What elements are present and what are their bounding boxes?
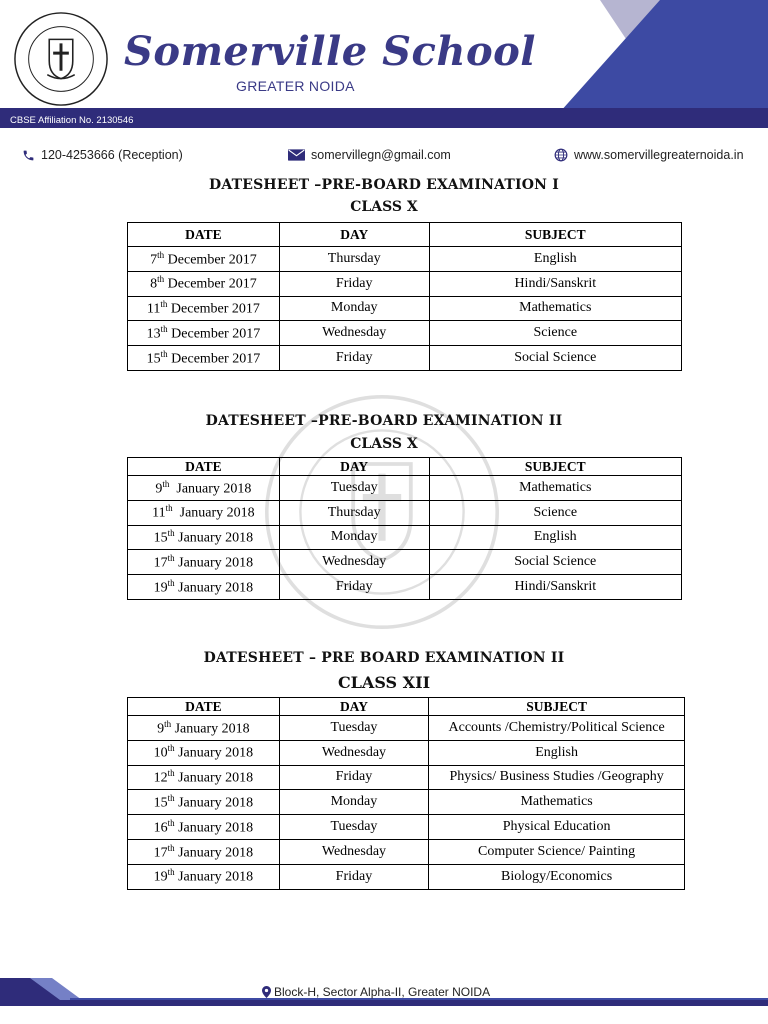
day-cell: Friday xyxy=(279,765,429,790)
day-cell: Monday xyxy=(279,525,429,550)
column-header: SUBJECT xyxy=(429,458,681,476)
datesheet-table-2 xyxy=(127,457,682,600)
location-pin-icon xyxy=(262,986,271,998)
table-row xyxy=(128,575,682,600)
date-day-number: 8 xyxy=(150,277,158,293)
date-month-year: December 2017 xyxy=(167,301,260,317)
date-suffix: th xyxy=(167,528,175,539)
date-cell xyxy=(128,575,280,600)
date-day-number: 15 xyxy=(153,530,168,546)
subject-cell: Mathematics xyxy=(429,790,685,815)
date-suffix: th xyxy=(167,867,175,878)
date-month-year: January 2018 xyxy=(174,870,254,885)
column-header: DAY xyxy=(279,223,429,247)
date-suffix: th xyxy=(167,817,175,828)
table-row xyxy=(128,740,685,765)
phone-contact xyxy=(22,148,183,162)
date-month-year: January 2018 xyxy=(169,481,252,497)
date-day-number: 12 xyxy=(153,770,168,786)
day-cell: Wednesday xyxy=(279,740,429,765)
date-cell xyxy=(128,864,280,889)
date-month-year: January 2018 xyxy=(174,580,254,596)
address-text: Block-H, Sector Alpha-II, Greater NOIDA xyxy=(274,985,491,999)
day-cell: Friday xyxy=(279,271,429,296)
section-1-class: CLASS X xyxy=(350,199,418,215)
table-row xyxy=(128,346,682,371)
table-row xyxy=(128,525,682,550)
date-month-year: December 2017 xyxy=(164,252,257,268)
phone-icon xyxy=(22,149,35,162)
day-cell: Tuesday xyxy=(279,716,429,741)
day-cell: Tuesday xyxy=(279,815,429,840)
subject-cell: Biology/Economics xyxy=(429,864,685,889)
phone-number: 120-4253666 (Reception) xyxy=(41,148,183,162)
day-cell: Friday xyxy=(279,575,429,600)
date-suffix: th xyxy=(160,323,168,334)
date-month-year: January 2018 xyxy=(174,555,254,571)
column-header: DATE xyxy=(128,223,280,247)
table-row xyxy=(128,296,682,321)
subject-cell: Social Science xyxy=(429,346,681,371)
date-cell xyxy=(128,740,280,765)
table-row xyxy=(128,271,682,296)
column-header: SUBJECT xyxy=(429,698,685,716)
date-suffix: th xyxy=(167,792,175,803)
subject-cell: Social Science xyxy=(429,550,681,575)
school-name: Somerville School xyxy=(124,28,536,75)
date-cell xyxy=(128,271,280,296)
date-cell xyxy=(128,550,280,575)
section-3-class: CLASS XII xyxy=(337,673,431,692)
date-suffix: th xyxy=(160,299,168,310)
subject-cell: Accounts /Chemistry/Political Science xyxy=(429,716,685,741)
email-address: somervillegn@gmail.com xyxy=(311,148,451,162)
day-cell: Friday xyxy=(279,864,429,889)
day-cell: Thursday xyxy=(279,500,429,525)
date-suffix: th xyxy=(167,577,175,588)
table-header-row xyxy=(128,458,682,476)
date-suffix: th xyxy=(165,503,173,514)
table-row xyxy=(128,765,685,790)
datesheet-table-1 xyxy=(127,222,682,371)
date-cell xyxy=(128,247,280,272)
day-cell: Wednesday xyxy=(279,839,429,864)
date-cell xyxy=(128,790,280,815)
date-suffix: th xyxy=(160,348,168,359)
subject-cell: English xyxy=(429,740,685,765)
subject-cell: English xyxy=(429,525,681,550)
footer-address xyxy=(262,985,490,999)
subject-cell: Computer Science/ Painting xyxy=(429,839,685,864)
table-row xyxy=(128,716,685,741)
date-month-year: January 2018 xyxy=(174,845,254,861)
date-day-number: 11 xyxy=(152,506,166,522)
date-month-year: January 2018 xyxy=(174,795,254,811)
date-suffix: th xyxy=(157,274,165,285)
date-day-number: 16 xyxy=(153,820,168,836)
date-month-year: January 2018 xyxy=(174,770,254,786)
date-day-number: 17 xyxy=(153,555,168,571)
subject-cell: Physics/ Business Studies /Geography xyxy=(429,765,685,790)
date-suffix: th xyxy=(167,842,175,853)
table-row xyxy=(128,815,685,840)
date-suffix: th xyxy=(167,768,175,779)
date-day-number: 15 xyxy=(146,351,161,367)
table-row xyxy=(128,864,685,889)
table-header-row xyxy=(128,223,682,247)
subject-cell: Physical Education xyxy=(429,815,685,840)
table-row xyxy=(128,247,682,272)
date-month-year: January 2018 xyxy=(172,506,255,522)
date-day-number: 9 xyxy=(155,481,163,497)
datesheet-table-3 xyxy=(127,697,685,890)
table-row xyxy=(128,839,685,864)
date-day-number: 10 xyxy=(153,746,168,762)
section-2-title: DATESHEET –PRE-BOARD EXAMINATION II xyxy=(205,413,563,429)
date-month-year: January 2018 xyxy=(174,746,254,762)
date-cell xyxy=(128,839,280,864)
subject-cell: Hindi/Sanskrit xyxy=(429,575,681,600)
date-day-number: 7 xyxy=(150,252,158,268)
table-row xyxy=(128,321,682,346)
table-row xyxy=(128,500,682,525)
date-day-number: 11 xyxy=(146,301,161,317)
date-day-number: 9 xyxy=(157,721,165,737)
website-contact xyxy=(554,148,744,162)
day-cell: Monday xyxy=(279,296,429,321)
table-row xyxy=(128,476,682,501)
date-cell xyxy=(128,815,280,840)
school-location: GREATER NOIDA xyxy=(236,78,355,94)
date-day-number: 19 xyxy=(153,580,168,596)
date-cell xyxy=(128,525,280,550)
day-cell: Thursday xyxy=(279,247,429,272)
column-header: DAY xyxy=(279,458,429,476)
email-icon xyxy=(288,149,305,161)
day-cell: Wednesday xyxy=(279,550,429,575)
subject-cell: Mathematics xyxy=(429,296,681,321)
date-cell xyxy=(128,321,280,346)
date-month-year: December 2017 xyxy=(167,326,261,342)
column-header: SUBJECT xyxy=(429,223,681,247)
section-2-class: CLASS X xyxy=(350,436,418,452)
table-row xyxy=(128,550,682,575)
subject-cell: English xyxy=(429,247,681,272)
date-cell xyxy=(128,476,280,501)
table-row xyxy=(128,790,685,815)
day-cell: Friday xyxy=(279,346,429,371)
section-3-title: DATESHEET – PRE BOARD EXAMINATION II xyxy=(203,650,565,666)
date-month-year: January 2018 xyxy=(174,530,254,546)
section-1-title: DATESHEET –PRE-BOARD EXAMINATION I xyxy=(208,177,560,193)
date-cell xyxy=(128,765,280,790)
date-month-year: January 2018 xyxy=(171,721,250,737)
date-suffix: th xyxy=(164,718,172,729)
globe-icon xyxy=(554,148,568,162)
school-seal-logo xyxy=(12,10,110,108)
date-suffix: th xyxy=(167,552,175,563)
date-day-number: 15 xyxy=(153,795,168,811)
date-cell xyxy=(128,500,280,525)
day-cell: Tuesday xyxy=(279,476,429,501)
date-suffix: th xyxy=(157,249,165,260)
date-month-year: January 2018 xyxy=(174,820,254,836)
affiliation-number: CBSE Affiliation No. 2130546 xyxy=(10,115,134,126)
date-month-year: December 2017 xyxy=(167,351,261,367)
date-suffix: th xyxy=(167,743,175,754)
day-cell: Wednesday xyxy=(279,321,429,346)
day-cell: Monday xyxy=(279,790,429,815)
date-day-number: 13 xyxy=(146,326,161,342)
website-url: www.somervillegreaternoida.in xyxy=(574,148,744,162)
table-header-row xyxy=(128,698,685,716)
date-suffix: th xyxy=(162,478,170,489)
column-header: DAY xyxy=(279,698,429,716)
email-contact xyxy=(288,148,451,162)
column-header: DATE xyxy=(128,458,280,476)
date-month-year: December 2017 xyxy=(164,277,257,293)
subject-cell: Science xyxy=(429,500,681,525)
subject-cell: Mathematics xyxy=(429,476,681,501)
date-cell xyxy=(128,716,280,741)
subject-cell: Science xyxy=(429,321,681,346)
date-day-number: 17 xyxy=(153,845,168,861)
date-day-number: 19 xyxy=(153,870,168,885)
date-cell xyxy=(128,346,280,371)
date-cell xyxy=(128,296,280,321)
subject-cell: Hindi/Sanskrit xyxy=(429,271,681,296)
column-header: DATE xyxy=(128,698,280,716)
